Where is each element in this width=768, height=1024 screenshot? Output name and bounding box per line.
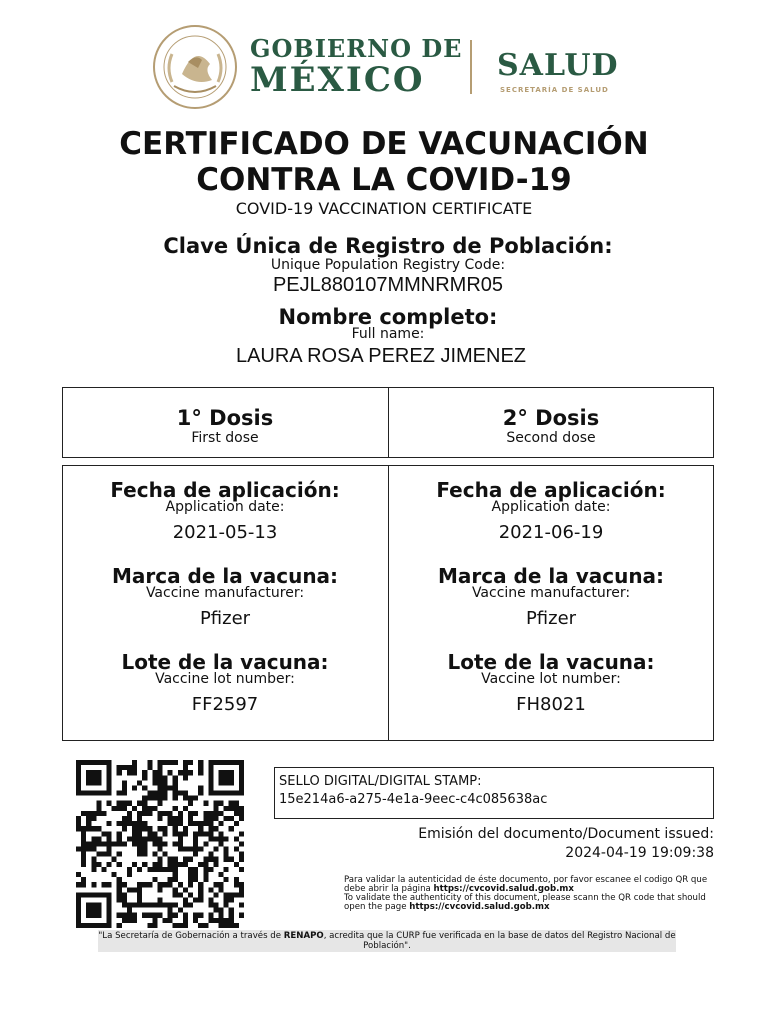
dose1-title-english: First dose <box>191 430 259 446</box>
dose2-brand-value: Pfizer <box>525 608 577 629</box>
qr-finder-center <box>86 903 101 918</box>
curp-label: Clave Única de Registro de Población: <box>163 234 613 258</box>
issued-value: 2024-04-19 19:09:38 <box>565 845 714 861</box>
name-label-english: Full name: <box>351 326 425 342</box>
dose1-brand-label: Marca de la vacuna: <box>111 564 339 588</box>
dose1-lot-value: FF2597 <box>191 694 259 715</box>
curp-value: PEJL880107MMNRMR05 <box>272 274 504 296</box>
dose2-date-value: 2021-06-19 <box>498 522 604 543</box>
curp-label-english: Unique Population Registry Code: <box>270 257 506 273</box>
certificate-title-english: COVID-19 VACCINATION CERTIFICATE <box>235 199 533 218</box>
digital-stamp-box <box>274 767 714 819</box>
validation-en-prefix: To validate the authenticity of this document, please scann the QR code that should open the page <box>344 893 706 912</box>
qr-code <box>76 760 244 928</box>
validation-url-link[interactable]: https://cvcovid.salud.gob.mx <box>433 884 574 894</box>
dose1-brand-value: Pfizer <box>199 608 251 629</box>
dose2-title: 2° Dosis <box>502 406 600 430</box>
validation-instructions <box>344 876 714 912</box>
digital-stamp-value: 15e214a6-a275-4e1a-9eec-c4c085638ac <box>279 792 548 807</box>
gov-name-line2: MÉXICO <box>250 60 425 100</box>
validation-text-es <box>344 876 714 894</box>
dose2-lot-label: Lote de la vacuna: <box>447 650 655 674</box>
salud-logo-text: SALUD <box>497 48 619 83</box>
dose2-brand-label-english: Vaccine manufacturer: <box>471 585 631 601</box>
qr-finder-center <box>219 770 234 785</box>
dose1-title: 1° Dosis <box>176 406 274 430</box>
gov-name-line1: GOBIERNO DE <box>250 34 463 63</box>
validation-text-en <box>344 894 714 912</box>
dose2-header <box>388 406 714 446</box>
name-value: LAURA ROSA PEREZ JIMENEZ <box>235 345 527 367</box>
footer-renapo: RENAPO <box>283 931 324 941</box>
certificate-title-line2: CONTRA LA COVID-19 <box>196 162 572 198</box>
dose1-brand-label-english: Vaccine manufacturer: <box>145 585 305 601</box>
name-label: Nombre completo: <box>278 305 498 329</box>
mexico-seal-logo <box>152 24 238 110</box>
digital-stamp-label: SELLO DIGITAL/DIGITAL STAMP: <box>279 774 482 789</box>
dose1-date-label-english: Application date: <box>165 499 285 515</box>
footer-post: , acredita que la CURP fue verificada en la base de datos del Registro Nacional de Población". <box>323 931 676 951</box>
validation-url-link-en[interactable]: https://cvcovid.salud.gob.mx <box>409 902 550 912</box>
dose2-brand-label: Marca de la vacuna: <box>437 564 665 588</box>
dose2-date-label: Fecha de aplicación: <box>436 478 666 502</box>
dose1-header <box>62 406 388 446</box>
salud-subtitle: SECRETARÍA DE SALUD <box>500 86 609 94</box>
certificate-title-line1: CERTIFICADO DE VACUNACIÓN <box>119 126 649 162</box>
footer-pre: "La Secretaría de Gobernación a través de <box>98 931 282 941</box>
header-divider <box>470 40 472 94</box>
dose1-lot-label: Lote de la vacuna: <box>121 650 329 674</box>
dose1-date-value: 2021-05-13 <box>172 522 278 543</box>
issued-label: Emisión del documento/Document issued: <box>418 826 714 842</box>
dose2-title-english: Second dose <box>506 430 596 446</box>
qr-finder-center <box>86 770 101 785</box>
validation-es-prefix: Para validar la autenticidad de éste documento, por favor escanee el codigo QR que debe abrir la página <box>344 875 708 894</box>
dose2-lot-value: FH8021 <box>516 694 586 715</box>
dose2-date-label-english: Application date: <box>491 499 611 515</box>
dose1-date-label: Fecha de aplicación: <box>110 478 340 502</box>
renapo-footer-note <box>98 930 676 952</box>
dose1-lot-label-english: Vaccine lot number: <box>155 671 295 687</box>
dose2-lot-label-english: Vaccine lot number: <box>481 671 621 687</box>
